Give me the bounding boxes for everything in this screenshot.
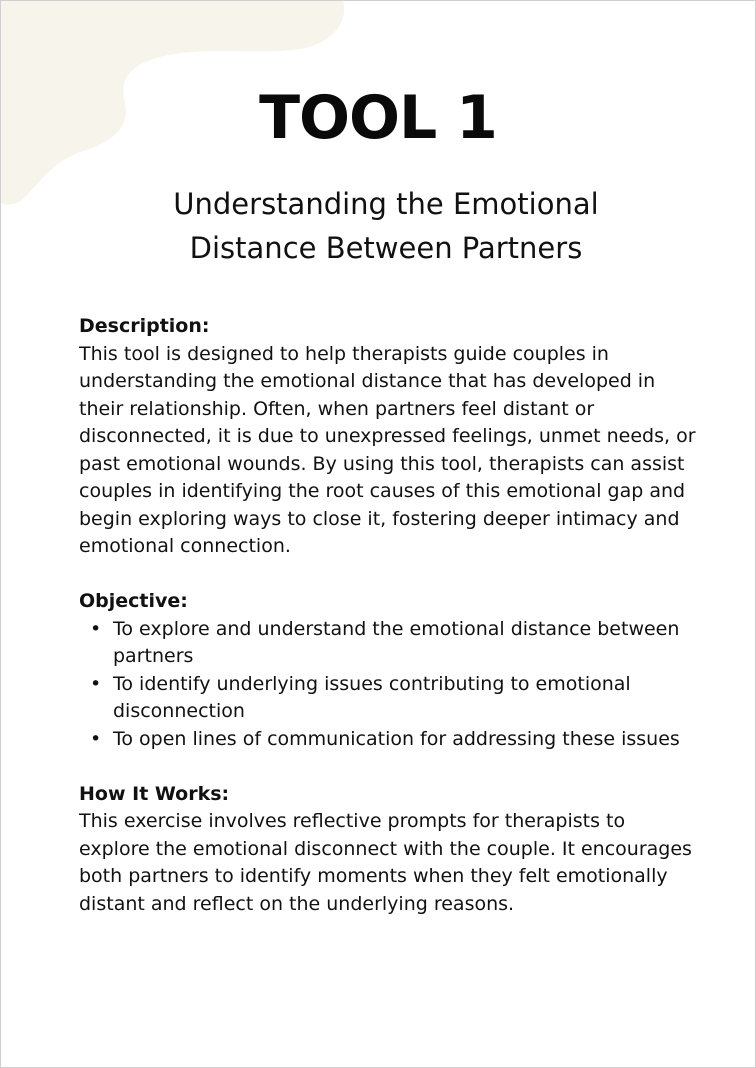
list-item — [90, 671, 699, 726]
objective-item-text: To explore and understand the emotional distance between partners — [113, 617, 680, 667]
description-section — [79, 313, 699, 561]
how-it-works-text: This exercise involves reflective prompts for therapists to explore the emotional disconnect with the couple. It encourages both partners to identify moments when they felt emotionally distant and reflect on the underlying reasons. — [79, 810, 692, 915]
objective-list — [79, 616, 699, 754]
content-body — [79, 313, 699, 946]
objective-item-text: To identify underlying issues contributing to emotional disconnection — [113, 672, 631, 722]
page-title: TOOL 1 — [259, 83, 497, 153]
objective-item-text: To open lines of communication for addressing these issues — [113, 727, 680, 750]
how-it-works-section — [79, 781, 699, 919]
bullet-icon: • — [90, 672, 102, 695]
bullet-icon: • — [90, 727, 102, 750]
description-heading: Description: — [79, 315, 210, 337]
objective-heading: Objective: — [79, 590, 188, 612]
bullet-icon: • — [90, 617, 102, 640]
objective-section — [79, 588, 699, 753]
page-subtitle: Understanding the Emotional Distance Between Partners — [173, 187, 599, 265]
list-item — [90, 726, 699, 754]
description-text: This tool is designed to help therapists guide couples in understanding the emotional distance that has developed in their relationship. Often, when partners feel distant or disconnected, it is due to unexpressed feelings, unmet needs, or past emotional wounds. By using this tool, therapists can assist couples in identifying the root causes of this emotional gap and begin exploring ways to close it, fostering deeper intimacy and emotional connection. — [79, 342, 696, 557]
list-item — [90, 616, 699, 671]
how-it-works-heading: How It Works: — [79, 782, 230, 805]
